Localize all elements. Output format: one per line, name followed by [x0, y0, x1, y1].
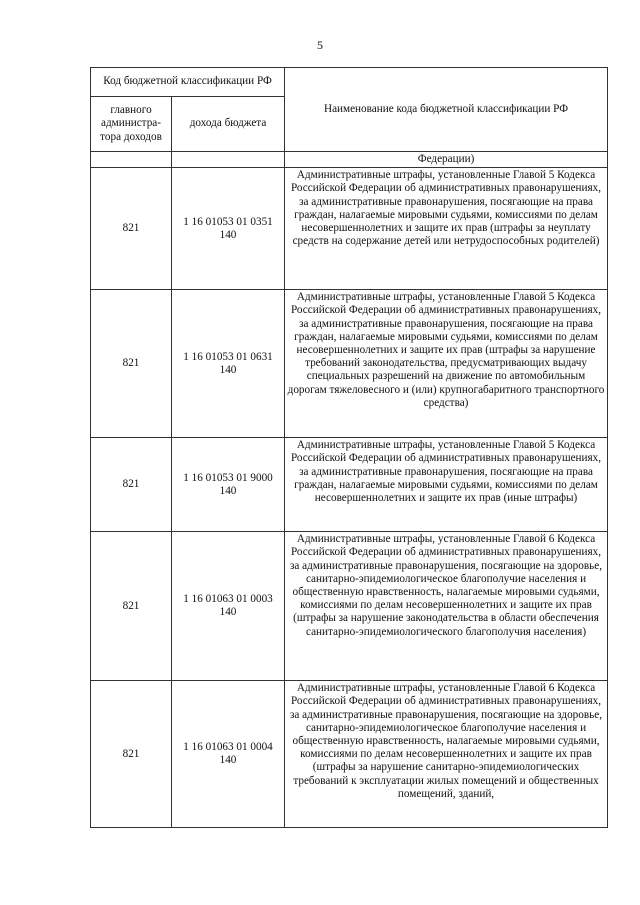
header-row-1	[91, 68, 608, 97]
income-code: 1 16 01053 01 0351 140	[172, 168, 285, 290]
code-name: Административные штрафы, установленные Главой 6 Кодекса Российской Федерации об административных правонарушениях, за административные правонарушения, посягающие на здоровье, санитарно-эпидемиологическое благополучие населения и общественную нравственность, налагаемые мировыми судьями, комиссиями по делам несовершеннолетних и защите их прав (штрафы за нарушение санитарно-эпидемиологических требований к эксплуатации жилых помещений и общественных помещений, зданий,	[285, 681, 608, 828]
page-number: 5	[317, 38, 323, 52]
table-row	[91, 168, 608, 290]
admin-code: 821	[91, 681, 172, 828]
table-row	[91, 681, 608, 828]
continuation-admin-cell	[91, 152, 172, 168]
admin-code: 821	[91, 168, 172, 290]
table-row	[91, 532, 608, 681]
admin-code: 821	[91, 290, 172, 438]
table-row	[91, 438, 608, 532]
header-name: Наименование кода бюджетной классификации РФ	[285, 68, 608, 152]
income-code: 1 16 01053 01 0631 140	[172, 290, 285, 438]
header-admin: главного администра-тора доходов	[91, 97, 172, 152]
code-name: Административные штрафы, установленные Главой 5 Кодекса Российской Федерации об административных правонарушениях, за административные правонарушения, посягающие на права граждан, налагаемые мировыми судьями, комиссиями по делам несовершеннолетних и защите их прав (иные штрафы)	[285, 438, 608, 532]
code-name: Административные штрафы, установленные Главой 6 Кодекса Российской Федерации об административных правонарушениях, за административные правонарушения, посягающие на здоровье, санитарно-эпидемиологическое благополучие населения и общественную нравственность, налагаемые мировыми судьями, комиссиями по делам несовершеннолетних и защите их прав (штрафы за нарушение законодательства в области обеспечения санитарно-эпидемиологического благополучия населения)	[285, 532, 608, 681]
table-row	[91, 290, 608, 438]
continuation-code-cell	[172, 152, 285, 168]
continuation-text: Федерации)	[285, 152, 608, 168]
code-name: Административные штрафы, установленные Главой 5 Кодекса Российской Федерации об административных правонарушениях, за административные правонарушения, посягающие на права граждан, налагаемые мировыми судьями, комиссиями по делам несовершеннолетних и защите их прав (штрафы за неуплату средств на содержание детей или нетрудоспособных родителей)	[285, 168, 608, 290]
income-code: 1 16 01063 01 0003 140	[172, 532, 285, 681]
header-group-title: Код бюджетной классификации РФ	[91, 68, 285, 97]
income-code: 1 16 01063 01 0004 140	[172, 681, 285, 828]
header-income: дохода бюджета	[172, 97, 285, 152]
income-code: 1 16 01053 01 9000 140	[172, 438, 285, 532]
admin-code: 821	[91, 532, 172, 681]
budget-classification-table	[90, 67, 608, 828]
admin-code: 821	[91, 438, 172, 532]
code-name: Административные штрафы, установленные Главой 5 Кодекса Российской Федерации об административных правонарушениях, за административные правонарушения, посягающие на права граждан, налагаемые мировыми судьями, комиссиями по делам несовершеннолетних и защите их прав (штрафы за нарушение требований законодательства, предусматривающих выдачу специальных разрешений на движение по автомобильным дорогам тяжеловесного и (или) крупногабаритного транспортного средства)	[285, 290, 608, 438]
continuation-row	[91, 152, 608, 168]
